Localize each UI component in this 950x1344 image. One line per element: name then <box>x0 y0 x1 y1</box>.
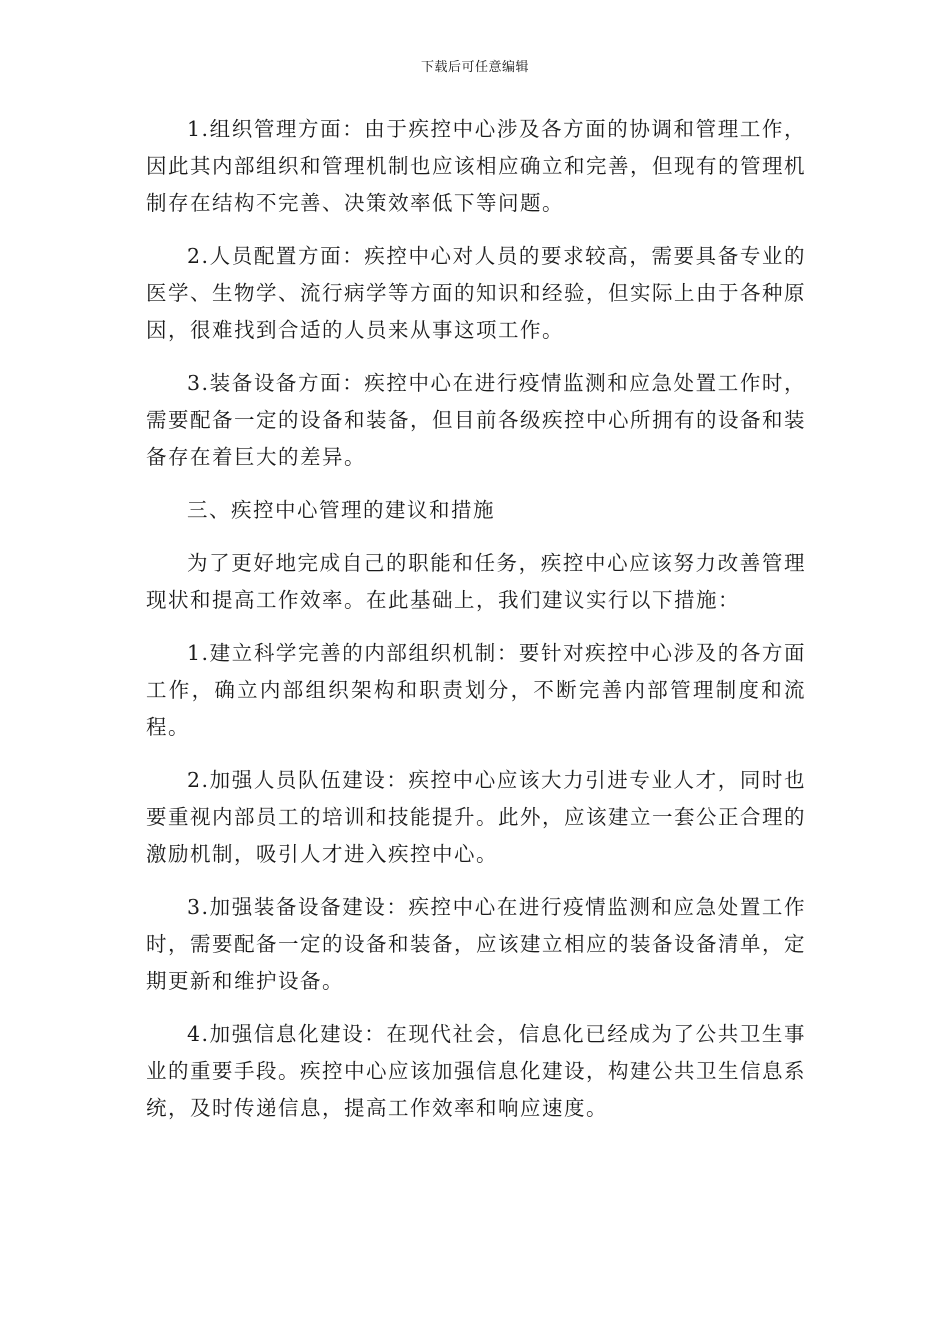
paragraph-measure-2: 2.加强人员队伍建设：疾控中心应该大力引进专业人才，同时也要重视内部员工的培训和技能提升。此外，应该建立一套公正合理的激励机制，吸引人才进入疾控中心。 <box>146 768 806 866</box>
paragraph-equipment: 3.装备设备方面：疾控中心在进行疫情监测和应急处置工作时，需要配备一定的设备和装备，但目前各级疾控中心所拥有的设备和装备存在着巨大的差异。 <box>146 371 806 469</box>
document-body <box>146 111 806 1143</box>
section-heading: 三、疾控中心管理的建议和措施 <box>187 498 495 522</box>
page-header: 下载后可任意编辑 <box>420 60 529 75</box>
paragraph-org-management: 1.组织管理方面：由于疾控中心涉及各方面的协调和管理工作，因此其内部组织和管理机制也应该相应确立和完善，但现有的管理机制存在结构不完善、决策效率低下等问题。 <box>146 117 806 215</box>
paragraph-measure-4: 4.加强信息化建设：在现代社会，信息化已经成为了公共卫生事业的重要手段。疾控中心应该加强信息化建设，构建公共卫生信息系统，及时传递信息，提高工作效率和响应速度。 <box>146 1022 806 1120</box>
paragraph-measure-3: 3.加强装备设备建设：疾控中心在进行疫情监测和应急处置工作时，需要配备一定的设备和装备，应该建立相应的装备设备清单，定期更新和维护设备。 <box>146 895 806 993</box>
paragraph-intro: 为了更好地完成自己的职能和任务，疾控中心应该努力改善管理现状和提高工作效率。在此基础上，我们建议实行以下措施： <box>146 551 806 612</box>
paragraph-measure-1: 1.建立科学完善的内部组织机制：要针对疾控中心涉及的各方面工作，确立内部组织架构和职责划分，不断完善内部管理制度和流程。 <box>146 641 806 739</box>
paragraph-staffing: 2.人员配置方面：疾控中心对人员的要求较高，需要具备专业的医学、生物学、流行病学等方面的知识和经验，但实际上由于各种原因，很难找到合适的人员来从事这项工作。 <box>146 244 806 342</box>
